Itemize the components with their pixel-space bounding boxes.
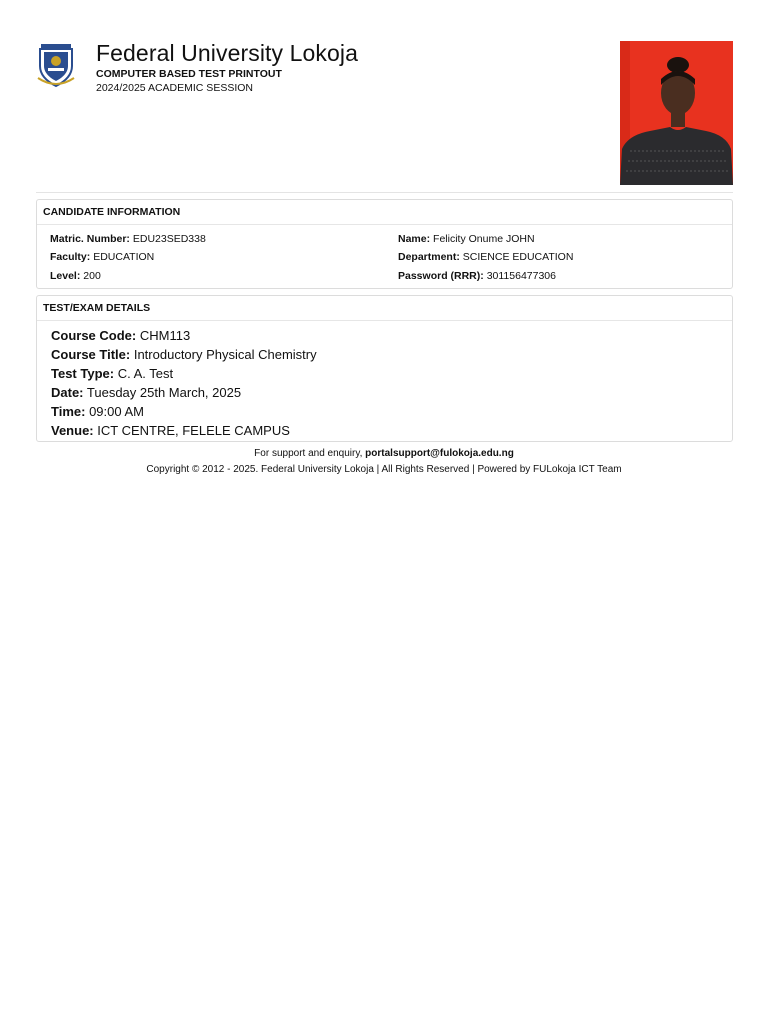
course-code-field — [51, 326, 732, 345]
document-title: COMPUTER BASED TEST PRINTOUT — [96, 68, 282, 80]
course-title-value: Introductory Physical Chemistry — [133, 347, 317, 362]
exam-details-heading: TEST/EXAM DETAILS — [37, 296, 732, 321]
matric-number-field — [50, 232, 206, 246]
copyright-text: Copyright © 2012 - 2025. Federal University Lokoja | All Rights Reserved | Powered by FULokoja ICT Team — [146, 464, 622, 475]
field-label: Date: — [51, 385, 84, 400]
support-email-link[interactable]: portalsupport@fulokoja.edu.ng — [365, 448, 514, 459]
date-value: Tuesday 25th March, 2025 — [86, 385, 242, 400]
header-divider — [36, 192, 733, 193]
faculty-value: EDUCATION — [93, 251, 155, 263]
name-value: Felicity Onume JOHN — [433, 233, 535, 245]
support-line — [0, 446, 768, 462]
time-value: 09:00 AM — [89, 404, 144, 419]
candidate-information-card — [36, 199, 733, 289]
field-label: Course Code: — [51, 328, 137, 343]
password-value: 301156477306 — [486, 270, 556, 282]
course-code-value: CHM113 — [139, 328, 191, 343]
page-footer — [0, 446, 768, 478]
venue-field — [51, 421, 732, 440]
test-type-value: C. A. Test — [117, 366, 174, 381]
password-field — [398, 269, 556, 283]
level-field — [50, 269, 101, 283]
date-field — [51, 383, 732, 402]
field-label: Test Type: — [51, 366, 115, 381]
field-label: Faculty: — [50, 251, 91, 263]
faculty-field — [50, 250, 154, 264]
field-label: Matric. Number: — [50, 233, 130, 245]
exam-details-card — [36, 295, 733, 442]
department-field — [398, 250, 573, 264]
matric-number-value: EDU23SED338 — [132, 233, 206, 245]
page-header — [36, 40, 733, 186]
field-label: Level: — [50, 270, 81, 282]
level-value: 200 — [83, 270, 101, 282]
support-text: For support and enquiry, — [254, 448, 363, 459]
candidate-info-grid — [37, 225, 732, 287]
venue-value: ICT CENTRE, FELELE CAMPUS — [97, 423, 290, 438]
field-label: Course Title: — [51, 347, 131, 362]
field-label: Venue: — [51, 423, 94, 438]
exam-details-list — [37, 321, 732, 440]
university-name: Federal University Lokoja — [96, 40, 359, 66]
field-label: Password (RRR): — [398, 270, 484, 282]
name-field — [398, 232, 535, 246]
field-label: Name: — [398, 233, 431, 245]
header-titles — [96, 40, 358, 95]
academic-session: 2024/2025 ACADEMIC SESSION — [96, 82, 253, 94]
candidate-photo — [620, 41, 733, 185]
field-label: Time: — [51, 404, 86, 419]
test-type-field — [51, 364, 732, 383]
university-crest-icon — [36, 42, 76, 88]
time-field — [51, 402, 732, 421]
department-value: SCIENCE EDUCATION — [462, 251, 574, 263]
candidate-information-heading: CANDIDATE INFORMATION — [37, 200, 732, 225]
field-label: Department: — [398, 251, 460, 263]
course-title-field — [51, 345, 732, 364]
